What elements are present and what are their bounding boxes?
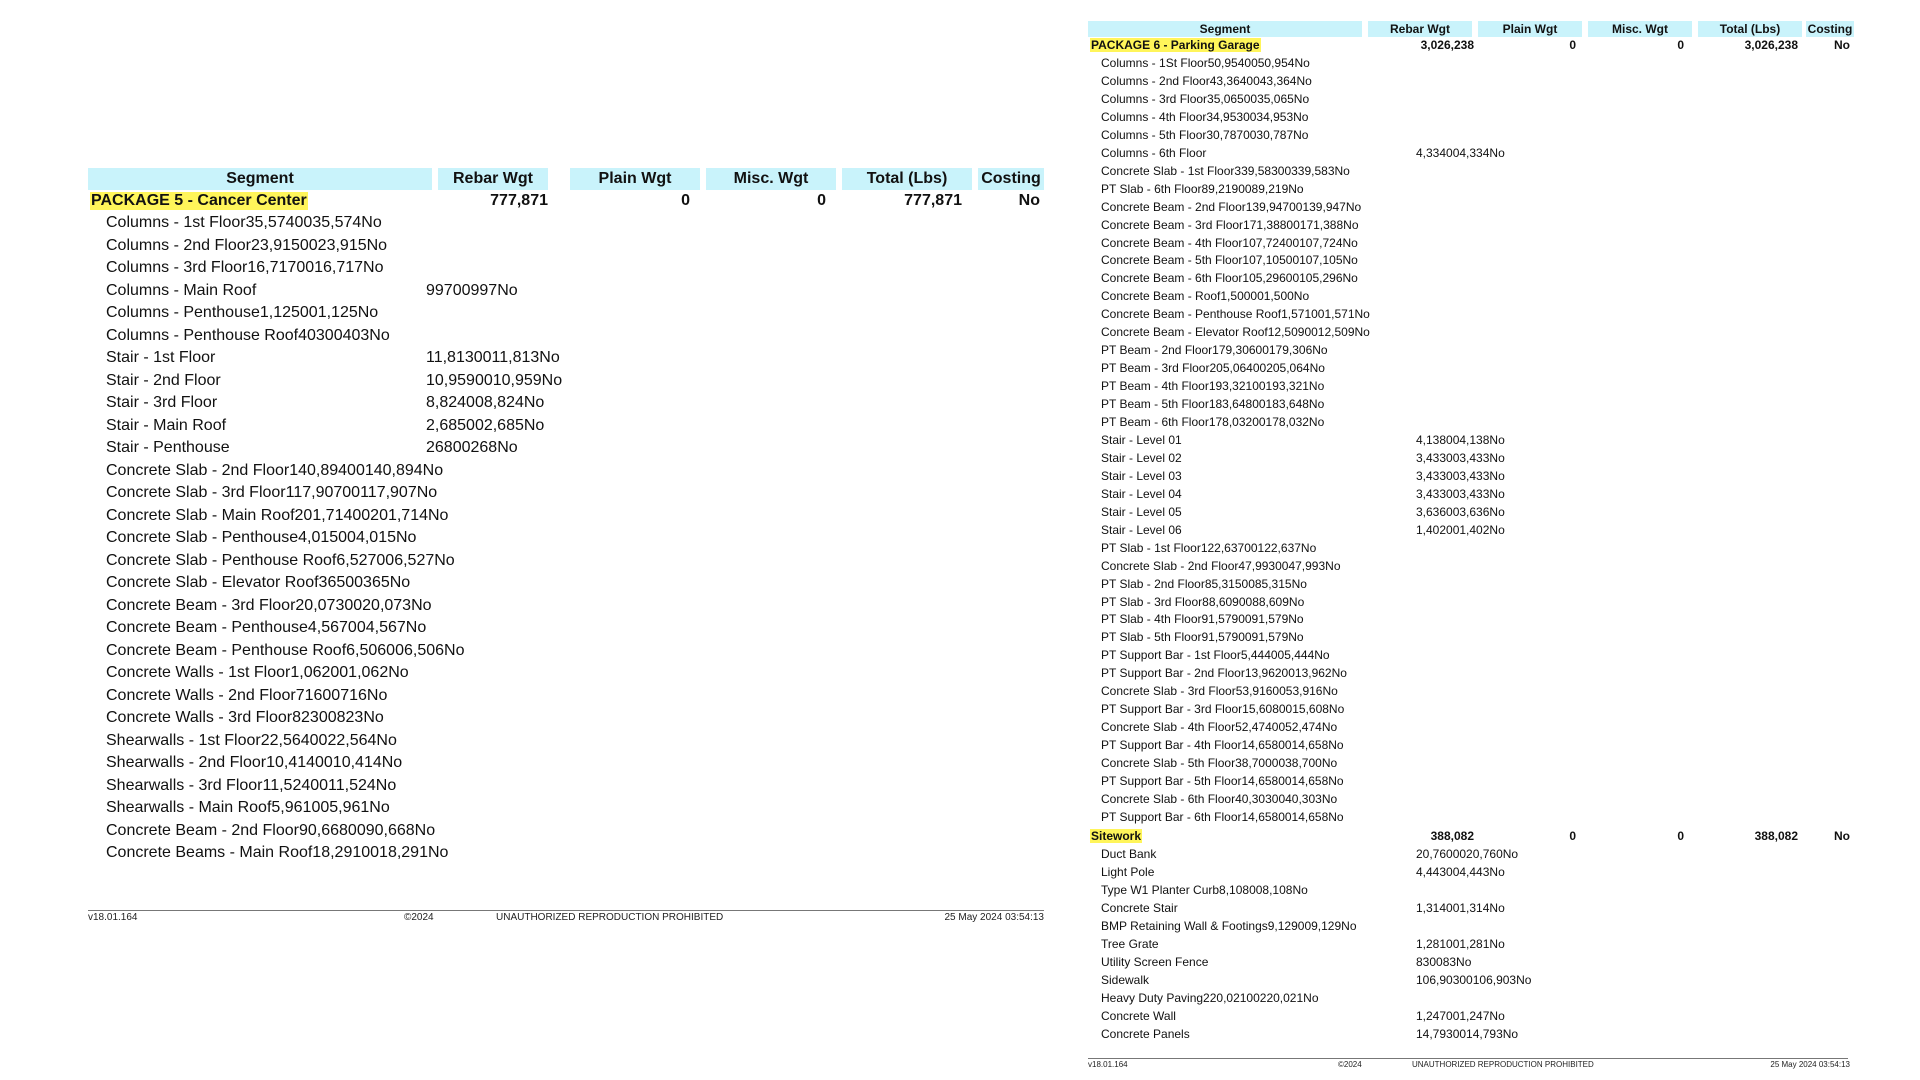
segment-label: Columns - 5th Floor30,7870030,787No xyxy=(1101,127,1309,142)
col-header-costing: Costing xyxy=(978,168,1044,190)
footer-date: 25 May 2024 03:54:13 xyxy=(1770,1060,1850,1069)
list-item xyxy=(1101,486,1505,501)
segment-label: PT Support Bar - 3rd Floor15,6080015,608No xyxy=(1101,702,1345,717)
footer-notice: UNAUTHORIZED REPRODUCTION PROHIBITED xyxy=(496,912,724,923)
segment-label: Concrete Beam - Penthouse Roof6,506006,506No xyxy=(106,641,465,659)
list-item xyxy=(1101,56,1310,70)
sitework-rebar-wgt: 388,082 xyxy=(1430,829,1474,843)
list-item xyxy=(1101,504,1505,519)
list-item xyxy=(106,619,426,637)
segment-label: PT Slab - 5th Floor91,5790091,579No xyxy=(1101,630,1304,645)
list-item xyxy=(1101,361,1325,375)
segment-label: PT Support Bar - 6th Floor14,6580014,658No xyxy=(1101,809,1344,824)
list-item xyxy=(106,709,384,727)
list-item xyxy=(1101,307,1370,321)
segment-label: Columns - 3rd Floor35,0650035,065No xyxy=(1101,91,1310,106)
list-item xyxy=(1101,145,1505,160)
segment-label: PT Support Bar - 5th Floor14,6580014,658No xyxy=(1101,774,1344,788)
col-header-misc-wgt: Misc. Wgt xyxy=(706,168,836,190)
segment-label: Stair - Level 03 xyxy=(1101,468,1182,483)
segment-label: Columns - 6th Floor xyxy=(1101,145,1207,160)
segment-label: Shearwalls - 2nd Floor10,4140010,414No xyxy=(106,754,403,771)
list-item xyxy=(1101,666,1347,680)
segment-label: Concrete Panels xyxy=(1101,1026,1190,1041)
list-item xyxy=(1101,236,1358,250)
list-item xyxy=(1101,325,1370,339)
footer-copyright: ©2024 xyxy=(404,912,434,923)
segment-label: Columns - 1st Floor35,5740035,574No xyxy=(106,214,382,231)
list-item xyxy=(1101,343,1328,357)
list-item xyxy=(106,349,560,367)
segment-values: 3,636003,636No xyxy=(1416,504,1505,519)
segment-label: PT Support Bar - 1st Floor5,444005,444No xyxy=(1101,648,1330,663)
list-item xyxy=(1101,1008,1505,1023)
segment-label: Stair - Level 06 xyxy=(1101,522,1182,537)
package-name: PACKAGE 5 - Cancer Center xyxy=(91,192,307,209)
list-item xyxy=(106,529,416,547)
col-header-costing: Costing xyxy=(1807,22,1853,36)
segment-label: Columns - 3rd Floor16,7170016,717No xyxy=(106,259,384,276)
list-item xyxy=(1101,738,1344,752)
segment-label: Columns - 2nd Floor43,3640043,364No xyxy=(1101,73,1312,88)
segment-label: Concrete Beam - Elevator Roof12,5090012,509No xyxy=(1101,325,1370,340)
segment-values: 830083No xyxy=(1416,954,1472,969)
list-item xyxy=(1101,991,1319,1005)
segment-label: PT Beam - 6th Floor178,03200178,032No xyxy=(1101,415,1325,429)
segment-label: Shearwalls - Main Roof5,961005,961No xyxy=(106,799,390,816)
segment-label: Columns - Penthouse Roof40300403No xyxy=(106,326,390,344)
col-header-segment: Segment xyxy=(1088,21,1362,37)
footer-copyright: ©2024 xyxy=(1338,1060,1362,1069)
package-name: PACKAGE 6 - Parking Garage xyxy=(1091,38,1260,52)
segment-label: Concrete Slab - 5th Floor38,7000038,700No xyxy=(1101,756,1338,771)
segment-label: Duct Bank xyxy=(1101,847,1157,861)
segment-label: Stair - Level 04 xyxy=(1101,486,1182,501)
list-item xyxy=(106,439,518,457)
segment-label: Stair - Penthouse xyxy=(106,439,230,456)
package-total-lbs: 3,026,238 xyxy=(1744,38,1798,52)
segment-label: Concrete Beam - Roof1,500001,500No xyxy=(1101,289,1310,304)
footer-notice: UNAUTHORIZED REPRODUCTION PROHIBITED xyxy=(1412,1060,1594,1069)
package-costing: No xyxy=(1018,192,1040,209)
segment-label: Concrete Beam - 5th Floor107,10500107,105No xyxy=(1101,253,1358,268)
list-item xyxy=(1101,271,1358,285)
footer-version: v18.01.164 xyxy=(1088,1060,1128,1069)
list-item xyxy=(106,394,545,412)
segment-label: Shearwalls - 1st Floor22,5640022,564No xyxy=(106,731,397,749)
list-item xyxy=(106,416,545,435)
list-item xyxy=(106,687,387,705)
segment-label: Columns - 1St Floor50,9540050,954No xyxy=(1101,56,1310,70)
segment-label: PT Slab - 3rd Floor88,6090088,609No xyxy=(1101,594,1305,609)
segment-label: Tree Grate xyxy=(1101,936,1159,951)
segment-label: Concrete Beam - 3rd Floor171,38800171,388No xyxy=(1101,217,1359,232)
segment-label: Concrete Beam - Penthouse4,567004,567No xyxy=(106,619,427,636)
segment-label: PT Beam - 3rd Floor205,06400205,064No xyxy=(1101,361,1325,376)
list-item xyxy=(1101,936,1505,951)
segment-values: 11,8130011,813No xyxy=(426,349,560,366)
segment-label: Columns - Main Roof xyxy=(106,281,257,299)
segment-label: Concrete Slab - 1st Floor339,58300339,583No xyxy=(1101,163,1350,178)
list-item xyxy=(106,664,409,682)
segment-label: Concrete Beam - Penthouse Roof1,571001,571No xyxy=(1101,307,1370,322)
segment-label: Shearwalls - 3rd Floor11,5240011,524No xyxy=(106,776,397,794)
segment-label: BMP Retaining Wall & Footings9,129009,129No xyxy=(1101,918,1357,933)
segment-label: PT Beam - 4th Floor193,32100193,321No xyxy=(1101,379,1325,394)
list-item xyxy=(1101,559,1341,573)
segment-values: 4,443004,443No xyxy=(1416,864,1505,879)
segment-label: Concrete Slab - 6th Floor40,3030040,303No xyxy=(1101,791,1338,806)
list-item xyxy=(1101,164,1350,178)
segment-label: Concrete Slab - Main Roof201,71400201,714No xyxy=(106,506,449,524)
list-item xyxy=(1101,253,1358,267)
list-item xyxy=(1101,218,1359,232)
list-item xyxy=(1101,397,1324,411)
segment-label: Utility Screen Fence xyxy=(1101,954,1209,969)
segment-label: Concrete Walls - 3rd Floor82300823No xyxy=(106,709,384,726)
package-costing: No xyxy=(1834,38,1850,52)
segment-label: Stair - Level 05 xyxy=(1101,504,1182,519)
segment-label: Stair - Level 02 xyxy=(1101,450,1182,465)
list-item xyxy=(1101,648,1330,662)
list-item xyxy=(106,844,448,862)
list-item xyxy=(1101,810,1344,824)
segment-label: Concrete Slab - 2nd Floor47,9930047,993No xyxy=(1101,558,1341,573)
segment-label: Concrete Slab - 4th Floor52,4740052,474No xyxy=(1101,720,1338,735)
list-item xyxy=(106,484,437,502)
list-item xyxy=(1101,468,1505,483)
list-item xyxy=(106,462,443,480)
segment-values: 99700997No xyxy=(426,281,518,299)
list-item xyxy=(1101,864,1505,879)
list-item xyxy=(1101,900,1505,915)
footer-divider xyxy=(88,910,1044,911)
list-item xyxy=(1101,684,1338,698)
list-item xyxy=(1101,720,1337,734)
segment-label: Concrete Beams - Main Roof18,2910018,291No xyxy=(106,844,449,861)
sitework-costing: No xyxy=(1834,829,1850,843)
segment-values: 8,824008,824No xyxy=(426,394,545,411)
segment-label: Concrete Slab - Penthouse4,015004,015No xyxy=(106,529,417,546)
package-misc-wgt: 0 xyxy=(1677,38,1684,52)
list-item xyxy=(106,304,378,322)
segment-values: 1,247001,247No xyxy=(1416,1008,1505,1023)
segment-label: Concrete Beam - 6th Floor105,29600105,296No xyxy=(1101,271,1358,286)
list-item xyxy=(106,371,563,390)
footer-version: v18.01.164 xyxy=(88,912,138,923)
list-item xyxy=(1101,630,1304,644)
segment-label: Sidewalk xyxy=(1101,972,1150,987)
list-item xyxy=(1101,182,1304,196)
table-header xyxy=(88,168,1044,190)
list-item xyxy=(106,822,435,840)
segment-label: Concrete Slab - 3rd Floor53,9160053,916No xyxy=(1101,684,1338,699)
segment-label: Concrete Slab - 3rd Floor117,90700117,907No xyxy=(106,484,438,501)
segment-label: PT Slab - 2nd Floor85,3150085,315No xyxy=(1101,576,1307,591)
segment-label: PT Slab - 6th Floor89,2190089,219No xyxy=(1101,181,1304,196)
list-item xyxy=(1101,432,1505,447)
list-item xyxy=(1101,74,1312,88)
list-item xyxy=(1101,92,1309,106)
list-item xyxy=(106,642,464,660)
segment-values: 1,402001,402No xyxy=(1416,522,1505,537)
list-item xyxy=(1101,954,1472,969)
list-item xyxy=(106,552,455,570)
report-page-package-5 xyxy=(88,168,1044,928)
list-item xyxy=(1101,415,1324,429)
segment-label: Stair - 2nd Floor xyxy=(106,371,221,389)
list-item xyxy=(1101,1026,1519,1041)
segment-label: Concrete Slab - Elevator Roof36500365No xyxy=(106,574,411,591)
list-item xyxy=(106,214,382,232)
col-header-plain-wgt: Plain Wgt xyxy=(570,168,700,190)
segment-label: Stair - Level 01 xyxy=(1101,432,1182,447)
segment-label: Concrete Beam - 2nd Floor90,6680090,668No xyxy=(106,821,436,839)
segment-label: PT Slab - 1st Floor122,63700122,637No xyxy=(1101,540,1317,555)
report-page-package-6 xyxy=(1088,21,1854,1071)
segment-label: PT Support Bar - 2nd Floor13,9620013,962No xyxy=(1101,666,1347,681)
segment-values: 1,281001,281No xyxy=(1416,936,1505,951)
col-header-total-lbs: Total (Lbs) xyxy=(1698,21,1802,37)
segment-label: Columns - Penthouse1,125001,125No xyxy=(106,304,379,321)
segment-values: 26800268No xyxy=(426,439,518,456)
list-item xyxy=(1101,541,1316,555)
segment-values: 2,685002,685No xyxy=(426,416,545,434)
list-item xyxy=(1101,577,1307,591)
segment-label: Concrete Wall xyxy=(1101,1008,1176,1023)
list-item xyxy=(1101,612,1304,626)
col-header-plain-wgt: Plain Wgt xyxy=(1478,21,1582,37)
segment-values: 3,433003,433No xyxy=(1416,486,1505,501)
sitework-plain-wgt: 0 xyxy=(1569,829,1576,843)
segment-label: Type W1 Planter Curb8,108008,108No xyxy=(1101,882,1308,897)
col-header-total-lbs: Total (Lbs) xyxy=(842,168,972,190)
segment-label: Stair - 1st Floor xyxy=(106,349,216,366)
segment-label: PT Beam - 2nd Floor179,30600179,306No xyxy=(1101,343,1328,358)
segment-values: 1,314001,314No xyxy=(1416,900,1505,915)
segment-label: Heavy Duty Paving220,02100220,021No xyxy=(1101,990,1319,1005)
list-item xyxy=(1101,128,1308,142)
footer-date: 25 May 2024 03:54:13 xyxy=(944,912,1044,923)
segment-label: Concrete Walls - 2nd Floor71600716No xyxy=(106,686,388,704)
list-item xyxy=(106,507,448,525)
list-item xyxy=(1101,774,1344,788)
segment-values: 20,7600020,760No xyxy=(1416,847,1519,861)
list-item xyxy=(106,327,390,345)
list-item xyxy=(106,799,390,817)
segment-label: Stair - 3rd Floor xyxy=(106,394,218,411)
list-item xyxy=(106,574,410,592)
list-item xyxy=(1101,595,1304,609)
segment-values: 3,433003,433No xyxy=(1416,450,1505,465)
package-row xyxy=(1088,38,1854,54)
segment-values: 106,90300106,903No xyxy=(1416,972,1532,987)
col-header-rebar-wgt: Rebar Wgt xyxy=(1368,21,1472,37)
list-item xyxy=(106,732,397,750)
list-item xyxy=(1101,847,1519,861)
segment-values: 4,334004,334No xyxy=(1416,145,1505,160)
col-header-rebar-wgt: Rebar Wgt xyxy=(438,168,548,190)
segment-label: Concrete Beam - 2nd Floor139,94700139,947No xyxy=(1101,199,1362,214)
list-item xyxy=(106,259,384,277)
segment-values: 4,138004,138No xyxy=(1416,432,1505,447)
list-item xyxy=(1101,379,1324,393)
footer-divider xyxy=(1088,1058,1848,1059)
list-item xyxy=(1101,450,1505,465)
segment-label: PT Slab - 4th Floor91,5790091,579No xyxy=(1101,612,1304,627)
sitework-name: Sitework xyxy=(1091,829,1142,843)
col-header-segment: Segment xyxy=(88,168,432,190)
segment-values: 3,433003,433No xyxy=(1416,468,1505,483)
list-item xyxy=(1101,522,1505,537)
package-plain-wgt: 0 xyxy=(681,192,690,209)
list-item xyxy=(106,597,432,615)
list-item xyxy=(1101,756,1337,770)
segment-label: Concrete Slab - Penthouse Roof6,527006,527No xyxy=(106,551,455,569)
segment-label: Stair - Main Roof xyxy=(106,416,227,434)
segment-label: Concrete Stair xyxy=(1101,900,1178,915)
segment-label: PT Beam - 5th Floor183,64800183,648No xyxy=(1101,397,1325,412)
list-item xyxy=(1101,972,1532,987)
segment-label: Columns - 4th Floor34,9530034,953No xyxy=(1101,109,1309,124)
segment-label: Light Pole xyxy=(1101,864,1155,879)
col-header-misc-wgt: Misc. Wgt xyxy=(1588,21,1692,37)
list-item xyxy=(106,237,387,255)
list-item xyxy=(1101,792,1337,806)
segment-label: Concrete Beam - 3rd Floor20,0730020,073No xyxy=(106,596,432,614)
package-rebar-wgt: 3,026,238 xyxy=(1420,38,1474,52)
list-item xyxy=(106,281,518,300)
package-row xyxy=(88,192,1044,214)
segment-label: Concrete Slab - 2nd Floor140,89400140,894No xyxy=(106,461,444,479)
segment-label: Concrete Beam - 4th Floor107,72400107,724No xyxy=(1101,235,1358,250)
list-item xyxy=(1101,919,1357,933)
sitework-misc-wgt: 0 xyxy=(1677,829,1684,843)
segment-label: Concrete Walls - 1st Floor1,062001,062No xyxy=(106,664,409,681)
list-item xyxy=(1101,702,1344,716)
sitework-row xyxy=(1088,829,1854,845)
list-item xyxy=(1101,883,1308,897)
package-plain-wgt: 0 xyxy=(1569,38,1576,52)
table-header xyxy=(1088,21,1854,37)
list-item xyxy=(106,777,396,795)
list-item xyxy=(106,754,402,772)
package-total-lbs: 777,871 xyxy=(904,192,962,209)
segment-label: Columns - 2nd Floor23,9150023,915No xyxy=(106,236,388,254)
list-item xyxy=(1101,289,1309,303)
segment-values: 14,7930014,793No xyxy=(1416,1026,1519,1041)
segment-values: 10,9590010,959No xyxy=(426,371,563,389)
sitework-total-lbs: 388,082 xyxy=(1754,829,1798,843)
package-misc-wgt: 0 xyxy=(817,192,826,209)
segment-label: PT Support Bar - 4th Floor14,6580014,658No xyxy=(1101,738,1344,753)
package-rebar-wgt: 777,871 xyxy=(490,192,548,209)
list-item xyxy=(1101,110,1308,124)
list-item xyxy=(1101,200,1361,214)
